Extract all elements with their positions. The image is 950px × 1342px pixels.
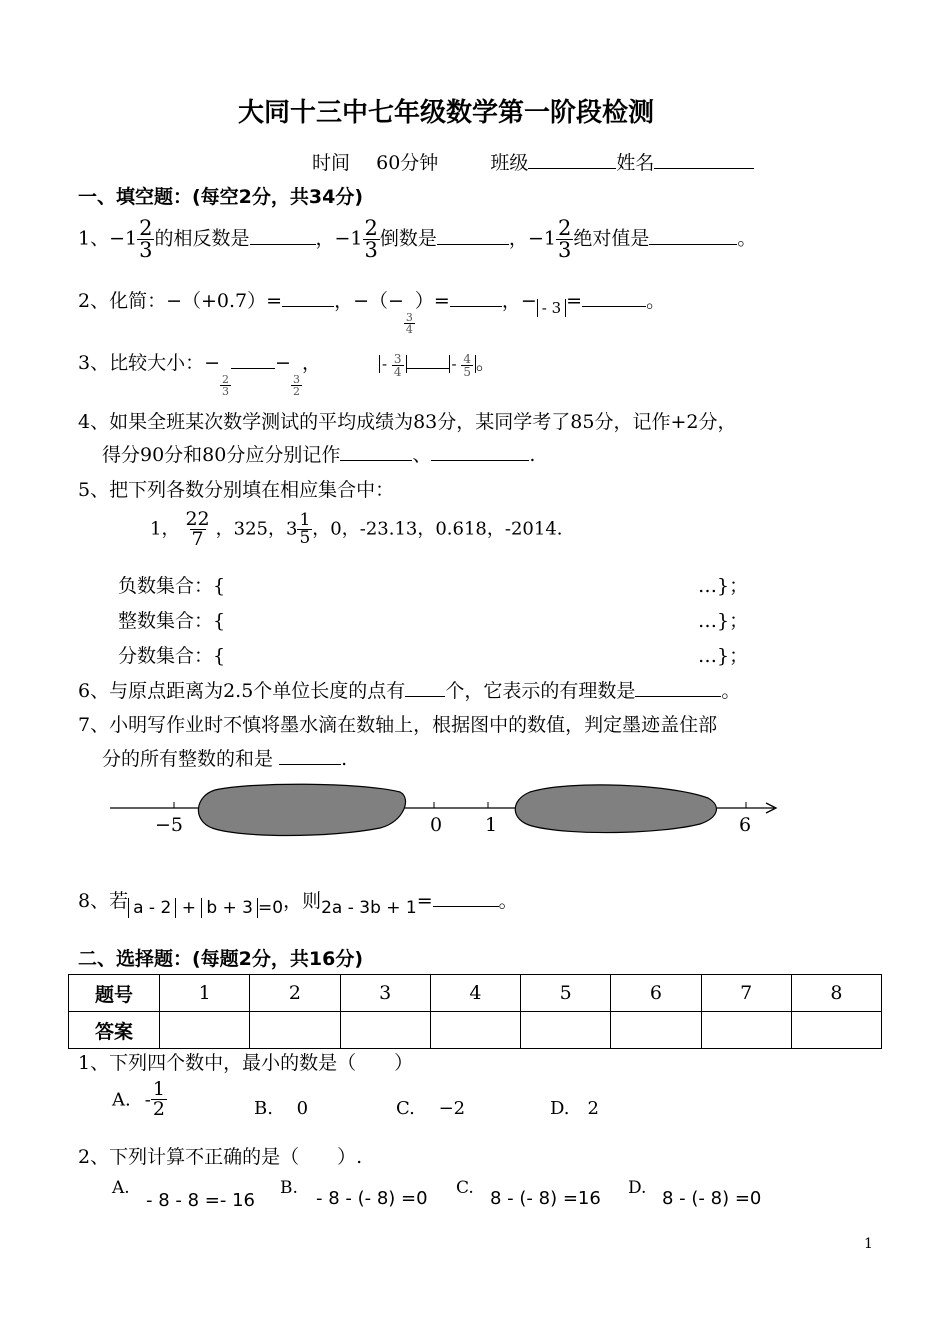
answer-blank[interactable] [635, 696, 721, 697]
time-label: 时间 [312, 152, 351, 174]
table-cell: 2 [250, 975, 340, 1012]
question-1-1: 1、−1 $\frac{2}{3}$ 的相反数是 ，−1 $\frac{2}{3}$ 倒数是 ，−1 $\frac{2}{3}$ 绝对值是 。 [78, 216, 757, 262]
answer-cell[interactable] [340, 1012, 430, 1049]
question-1-4-line1: 4、如果全班某次数学测试的平均成绩为83分，某同学考了85分，记作+2分， [78, 411, 737, 433]
choice-question-2: 2、下列计算不正确的是（ ）. [78, 1146, 363, 1168]
table-cell: 7 [701, 975, 791, 1012]
option-b[interactable]: B. 0 [254, 1098, 309, 1119]
option-d-expr: 8 - (- 8) =0 [662, 1188, 762, 1209]
table-cell: 5 [521, 975, 611, 1012]
choice-question-1: 1、下列四个数中，最小的数是（ ） [78, 1052, 414, 1074]
axis-label: 6 [739, 814, 752, 836]
set-end: …}； [698, 610, 749, 632]
answer-blank[interactable] [437, 244, 509, 245]
option-a-label[interactable]: A. [112, 1178, 130, 1198]
table-row [69, 975, 882, 1012]
answer-blank[interactable] [250, 244, 316, 245]
fraction: $\frac{22}{7}$ [185, 508, 210, 550]
answer-blank[interactable] [407, 368, 449, 369]
section2-heading: 二、选择题：(每题2分，共16分) [78, 948, 364, 970]
answer-cell[interactable] [521, 1012, 611, 1049]
option-b-label[interactable]: B. [280, 1178, 298, 1198]
answer-blank[interactable] [340, 460, 412, 461]
option-c-label[interactable]: C. [456, 1178, 474, 1198]
answer-blank[interactable] [282, 306, 334, 307]
table-cell: 1 [160, 975, 250, 1012]
answer-cell[interactable] [791, 1012, 881, 1049]
set-end: …}； [698, 575, 749, 597]
option-b-expr: - 8 - (- 8) =0 [316, 1188, 428, 1209]
duration: 60分钟 [376, 152, 439, 174]
ink-blot-left [198, 784, 405, 835]
answer-blank[interactable] [433, 906, 499, 907]
number-line-figure [100, 778, 790, 848]
class-label: 班级 [490, 152, 529, 174]
answer-cell[interactable] [430, 1012, 520, 1049]
exam-info [312, 148, 754, 175]
table-cell: 4 [430, 975, 520, 1012]
section1-heading: 一、填空题：(每空2分，共34分) [78, 186, 364, 208]
option-c-expr: 8 - (- 8) =16 [490, 1188, 601, 1209]
fraction: $\frac{3}{2}$ [292, 373, 300, 398]
option-d-label[interactable]: D. [628, 1178, 647, 1198]
question-1-8: 8、若 a - 2 + b + 3 =0，则2a - 3b + 1= 。 [78, 890, 518, 918]
answer-blank[interactable] [450, 306, 502, 307]
table-header: 题号 [69, 975, 160, 1012]
table-cell: 6 [611, 975, 701, 1012]
table-cell: 8 [791, 975, 881, 1012]
answer-blank[interactable] [582, 306, 646, 307]
question-1-4-line2: 得分90分和80分应分别记作 、 . [102, 444, 536, 466]
table-row [69, 1012, 882, 1049]
page-title: 大同十三中七年级数学第一阶段检测 [238, 98, 655, 128]
integer-set: 整数集合：{ [118, 610, 226, 632]
question-1-7-line1: 7、小明写作业时不慎将墨水滴在数轴上，根据图中的数值，判定墨迹盖住部 [78, 714, 718, 736]
option-a[interactable]: A. - $\frac{1}{2}$ [112, 1078, 165, 1120]
fraction: $\frac{2}{3}$ [222, 373, 230, 398]
option-d[interactable]: D. 2 [550, 1098, 599, 1119]
table-cell: 3 [340, 975, 430, 1012]
answer-table [68, 974, 882, 1049]
absolute-value: b + 3 [201, 898, 258, 918]
name-blank[interactable] [654, 168, 754, 169]
answer-blank[interactable] [231, 368, 275, 369]
number-list: 1， $\frac{22}{7}$ ，325，3 $\frac{1}{5}$ ，0，-23.13，0.618，-2014. [150, 508, 563, 550]
option-a-expr: - 8 - 8 =- 16 [146, 1190, 255, 1211]
question-1-2: 2、化简：−（+0.7）= ，−（− $\frac{3}{4}$ ）= ，− $_{- 3}$ = 。 [78, 290, 666, 336]
set-end: …}； [698, 645, 749, 667]
answer-cell[interactable] [611, 1012, 701, 1049]
choice-1-options [112, 1080, 167, 1119]
question-1-3: 3、比较大小：− $\frac{2}{3}$ − $\frac{3}{2}$ ， - $\frac{3}{4}$ - $\frac{4}{5}$ 。 [78, 351, 496, 398]
expression: 2a - 3b + 1 [321, 898, 417, 918]
axis-label: 0 [430, 814, 443, 836]
absolute-value: - 3 [537, 299, 566, 317]
axis-label: −5 [155, 814, 184, 836]
question-1-5: 5、把下列各数分别填在相应集合中： [78, 479, 395, 501]
fraction: $\frac{2}{3}$ [139, 216, 153, 262]
answer-cell[interactable] [160, 1012, 250, 1049]
page-number: 1 [864, 1236, 873, 1252]
absolute-value: - $\frac{4}{5}$ [449, 355, 477, 373]
answer-blank[interactable] [279, 764, 341, 765]
answer-blank[interactable] [649, 244, 737, 245]
table-header: 答案 [69, 1012, 160, 1049]
name-label: 姓名 [616, 152, 655, 174]
fraction: $\frac{2}{3}$ [364, 216, 378, 262]
class-blank[interactable] [528, 168, 616, 169]
option-c[interactable]: C. −2 [396, 1098, 466, 1119]
answer-blank[interactable] [431, 460, 529, 461]
answer-cell[interactable] [250, 1012, 340, 1049]
absolute-value: a - 2 [128, 898, 176, 918]
fraction: $\frac{3}{4}$ [405, 311, 413, 336]
axis-label: 1 [485, 814, 498, 836]
negative-set: 负数集合：{ [118, 575, 226, 597]
question-1-7-line2: 分的所有整数的和是 . [102, 748, 348, 770]
fraction: $\frac{2}{3}$ [557, 216, 572, 262]
answer-cell[interactable] [701, 1012, 791, 1049]
question-1-6: 6、与原点距离为2.5个单位长度的点有 个，它表示的有理数是 。 [78, 680, 741, 702]
ink-blot-right [515, 785, 716, 833]
absolute-value: - $\frac{3}{4}$ [379, 355, 407, 373]
fraction: $\frac{1}{5}$ [299, 510, 311, 548]
fraction-set: 分数集合：{ [118, 645, 226, 667]
answer-blank[interactable] [405, 696, 445, 697]
